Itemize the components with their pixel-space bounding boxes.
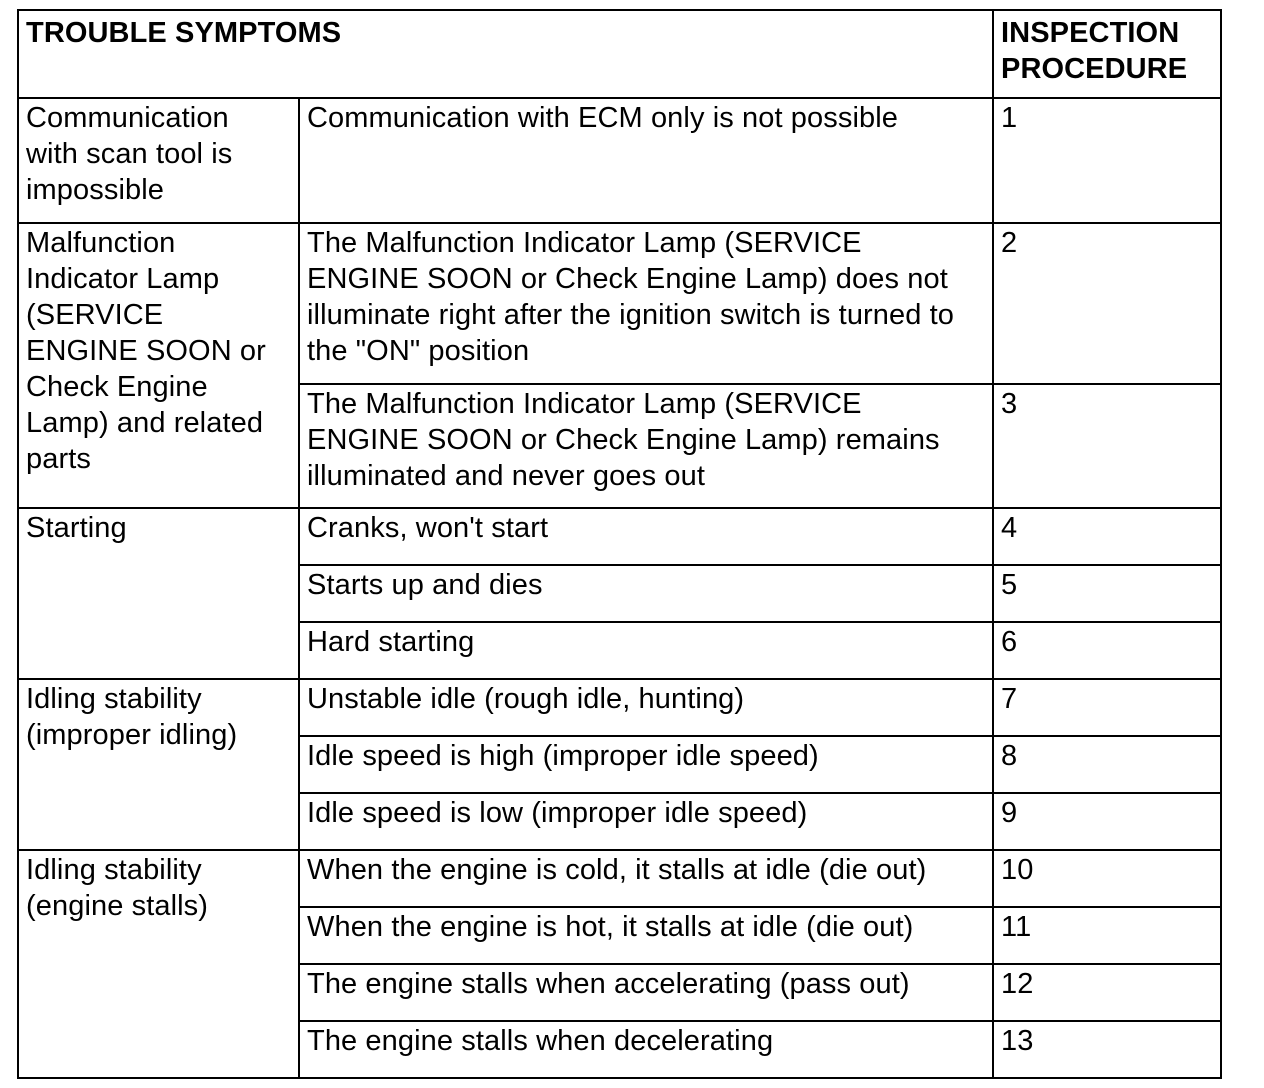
inspection-procedure-cell — [993, 850, 1221, 907]
inspection-procedure-number: 11 — [1001, 911, 1032, 943]
symptom-category-cell — [18, 508, 299, 679]
symptom-category-cell — [18, 850, 299, 1078]
symptom-description-line: The Malfunction Indicator Lamp (SERVICE — [307, 388, 862, 420]
symptom-description-cell — [299, 384, 993, 508]
inspection-procedure-number: 1 — [1001, 102, 1018, 134]
symptom-description-line: ENGINE SOON or Check Engine Lamp) does not — [307, 263, 948, 295]
inspection-procedure-cell — [993, 622, 1221, 679]
symptom-category-line: Check Engine — [26, 371, 208, 403]
symptom-description-cell — [299, 565, 993, 622]
symptom-description-cell — [299, 793, 993, 850]
inspection-procedure-cell — [993, 907, 1221, 964]
symptom-description-line: The engine stalls when decelerating — [307, 1025, 774, 1057]
inspection-procedure-header-line2: PROCEDURE — [1001, 53, 1188, 85]
inspection-procedure-cell — [993, 384, 1221, 508]
symptom-category-line: (improper idling) — [26, 719, 238, 751]
symptom-description-cell — [299, 964, 993, 1021]
inspection-procedure-number: 2 — [1001, 227, 1018, 259]
symptom-category-cell — [18, 98, 299, 223]
symptom-description-line: Cranks, won't start — [307, 512, 549, 544]
inspection-procedure-number: 12 — [1001, 968, 1034, 1000]
symptom-description-line: Hard starting — [307, 626, 475, 658]
inspection-procedure-cell — [993, 1021, 1221, 1078]
symptom-category-cell — [18, 223, 299, 508]
symptom-category-line: Starting — [26, 512, 127, 544]
inspection-procedure-number: 4 — [1001, 512, 1018, 544]
table-row — [18, 98, 1221, 223]
table-row — [18, 679, 1221, 736]
inspection-procedure-cell — [993, 964, 1221, 1021]
symptom-description-cell — [299, 907, 993, 964]
inspection-procedure-number: 6 — [1001, 626, 1018, 658]
symptom-category-line: Communication — [26, 102, 229, 134]
inspection-procedure-cell — [993, 736, 1221, 793]
symptom-description-line: The Malfunction Indicator Lamp (SERVICE — [307, 227, 862, 259]
symptom-category-line: (engine stalls) — [26, 890, 209, 922]
symptom-description-cell — [299, 223, 993, 384]
symptom-description-line: illuminated and never goes out — [307, 460, 705, 492]
inspection-procedure-cell — [993, 223, 1221, 384]
inspection-procedure-number: 5 — [1001, 569, 1018, 601]
symptom-description-line: When the engine is cold, it stalls at idle (die out) — [307, 854, 927, 886]
symptom-category-line: Indicator Lamp — [26, 263, 220, 295]
symptom-description-cell — [299, 1021, 993, 1078]
symptom-description-line: Unstable idle (rough idle, hunting) — [307, 683, 745, 715]
symptom-description-cell — [299, 622, 993, 679]
inspection-procedure-header — [993, 10, 1221, 98]
table-row — [18, 850, 1221, 907]
symptom-description-line: The engine stalls when accelerating (pass out) — [307, 968, 910, 1000]
symptom-category-cell — [18, 679, 299, 850]
symptom-description-line: ENGINE SOON or Check Engine Lamp) remains — [307, 424, 940, 456]
symptom-category-line: Lamp) and related — [26, 407, 264, 439]
symptom-description-cell — [299, 508, 993, 565]
trouble-symptoms-header — [18, 10, 993, 98]
table-row — [18, 223, 1221, 384]
inspection-procedure-cell — [993, 679, 1221, 736]
symptom-description-cell — [299, 850, 993, 907]
symptom-category-line: (SERVICE — [26, 299, 164, 331]
symptom-description-line: the "ON" position — [307, 335, 530, 367]
symptom-description-cell — [299, 98, 993, 223]
inspection-procedure-number: 7 — [1001, 683, 1018, 715]
symptom-category-line: parts — [26, 443, 91, 475]
symptom-description-line: Communication with ECM only is not possible — [307, 102, 898, 134]
symptom-description-cell — [299, 736, 993, 793]
symptom-description-line: Idle speed is low (improper idle speed) — [307, 797, 808, 829]
symptom-category-line: Idling stability — [26, 683, 202, 715]
inspection-procedure-header-line1: INSPECTION — [1001, 17, 1180, 49]
trouble-symptoms-header-text: TROUBLE SYMPTOMS — [26, 17, 342, 49]
inspection-procedure-cell — [993, 793, 1221, 850]
symptom-description-line: When the engine is hot, it stalls at idle (die out) — [307, 911, 914, 943]
table-body — [18, 10, 1221, 1078]
symptom-category-line: Idling stability — [26, 854, 202, 886]
symptom-description-line: Starts up and dies — [307, 569, 543, 601]
inspection-procedure-number: 3 — [1001, 388, 1018, 420]
symptom-category-line: ENGINE SOON or — [26, 335, 266, 367]
inspection-procedure-cell — [993, 98, 1221, 223]
inspection-procedure-cell — [993, 508, 1221, 565]
symptom-description-cell — [299, 679, 993, 736]
symptom-category-line: with scan tool is — [26, 138, 233, 170]
inspection-procedure-number: 9 — [1001, 797, 1018, 829]
symptom-category-line: Malfunction — [26, 227, 176, 259]
trouble-symptoms-table — [17, 9, 1222, 1079]
table-row — [18, 508, 1221, 565]
symptom-description-line: illuminate right after the ignition switch is turned to — [307, 299, 955, 331]
symptom-description-line: Idle speed is high (improper idle speed) — [307, 740, 819, 772]
inspection-procedure-cell — [993, 565, 1221, 622]
inspection-procedure-number: 8 — [1001, 740, 1018, 772]
inspection-procedure-number: 10 — [1001, 854, 1034, 886]
header-row — [18, 10, 1221, 98]
inspection-procedure-number: 13 — [1001, 1025, 1034, 1057]
symptom-category-line: impossible — [26, 174, 164, 206]
